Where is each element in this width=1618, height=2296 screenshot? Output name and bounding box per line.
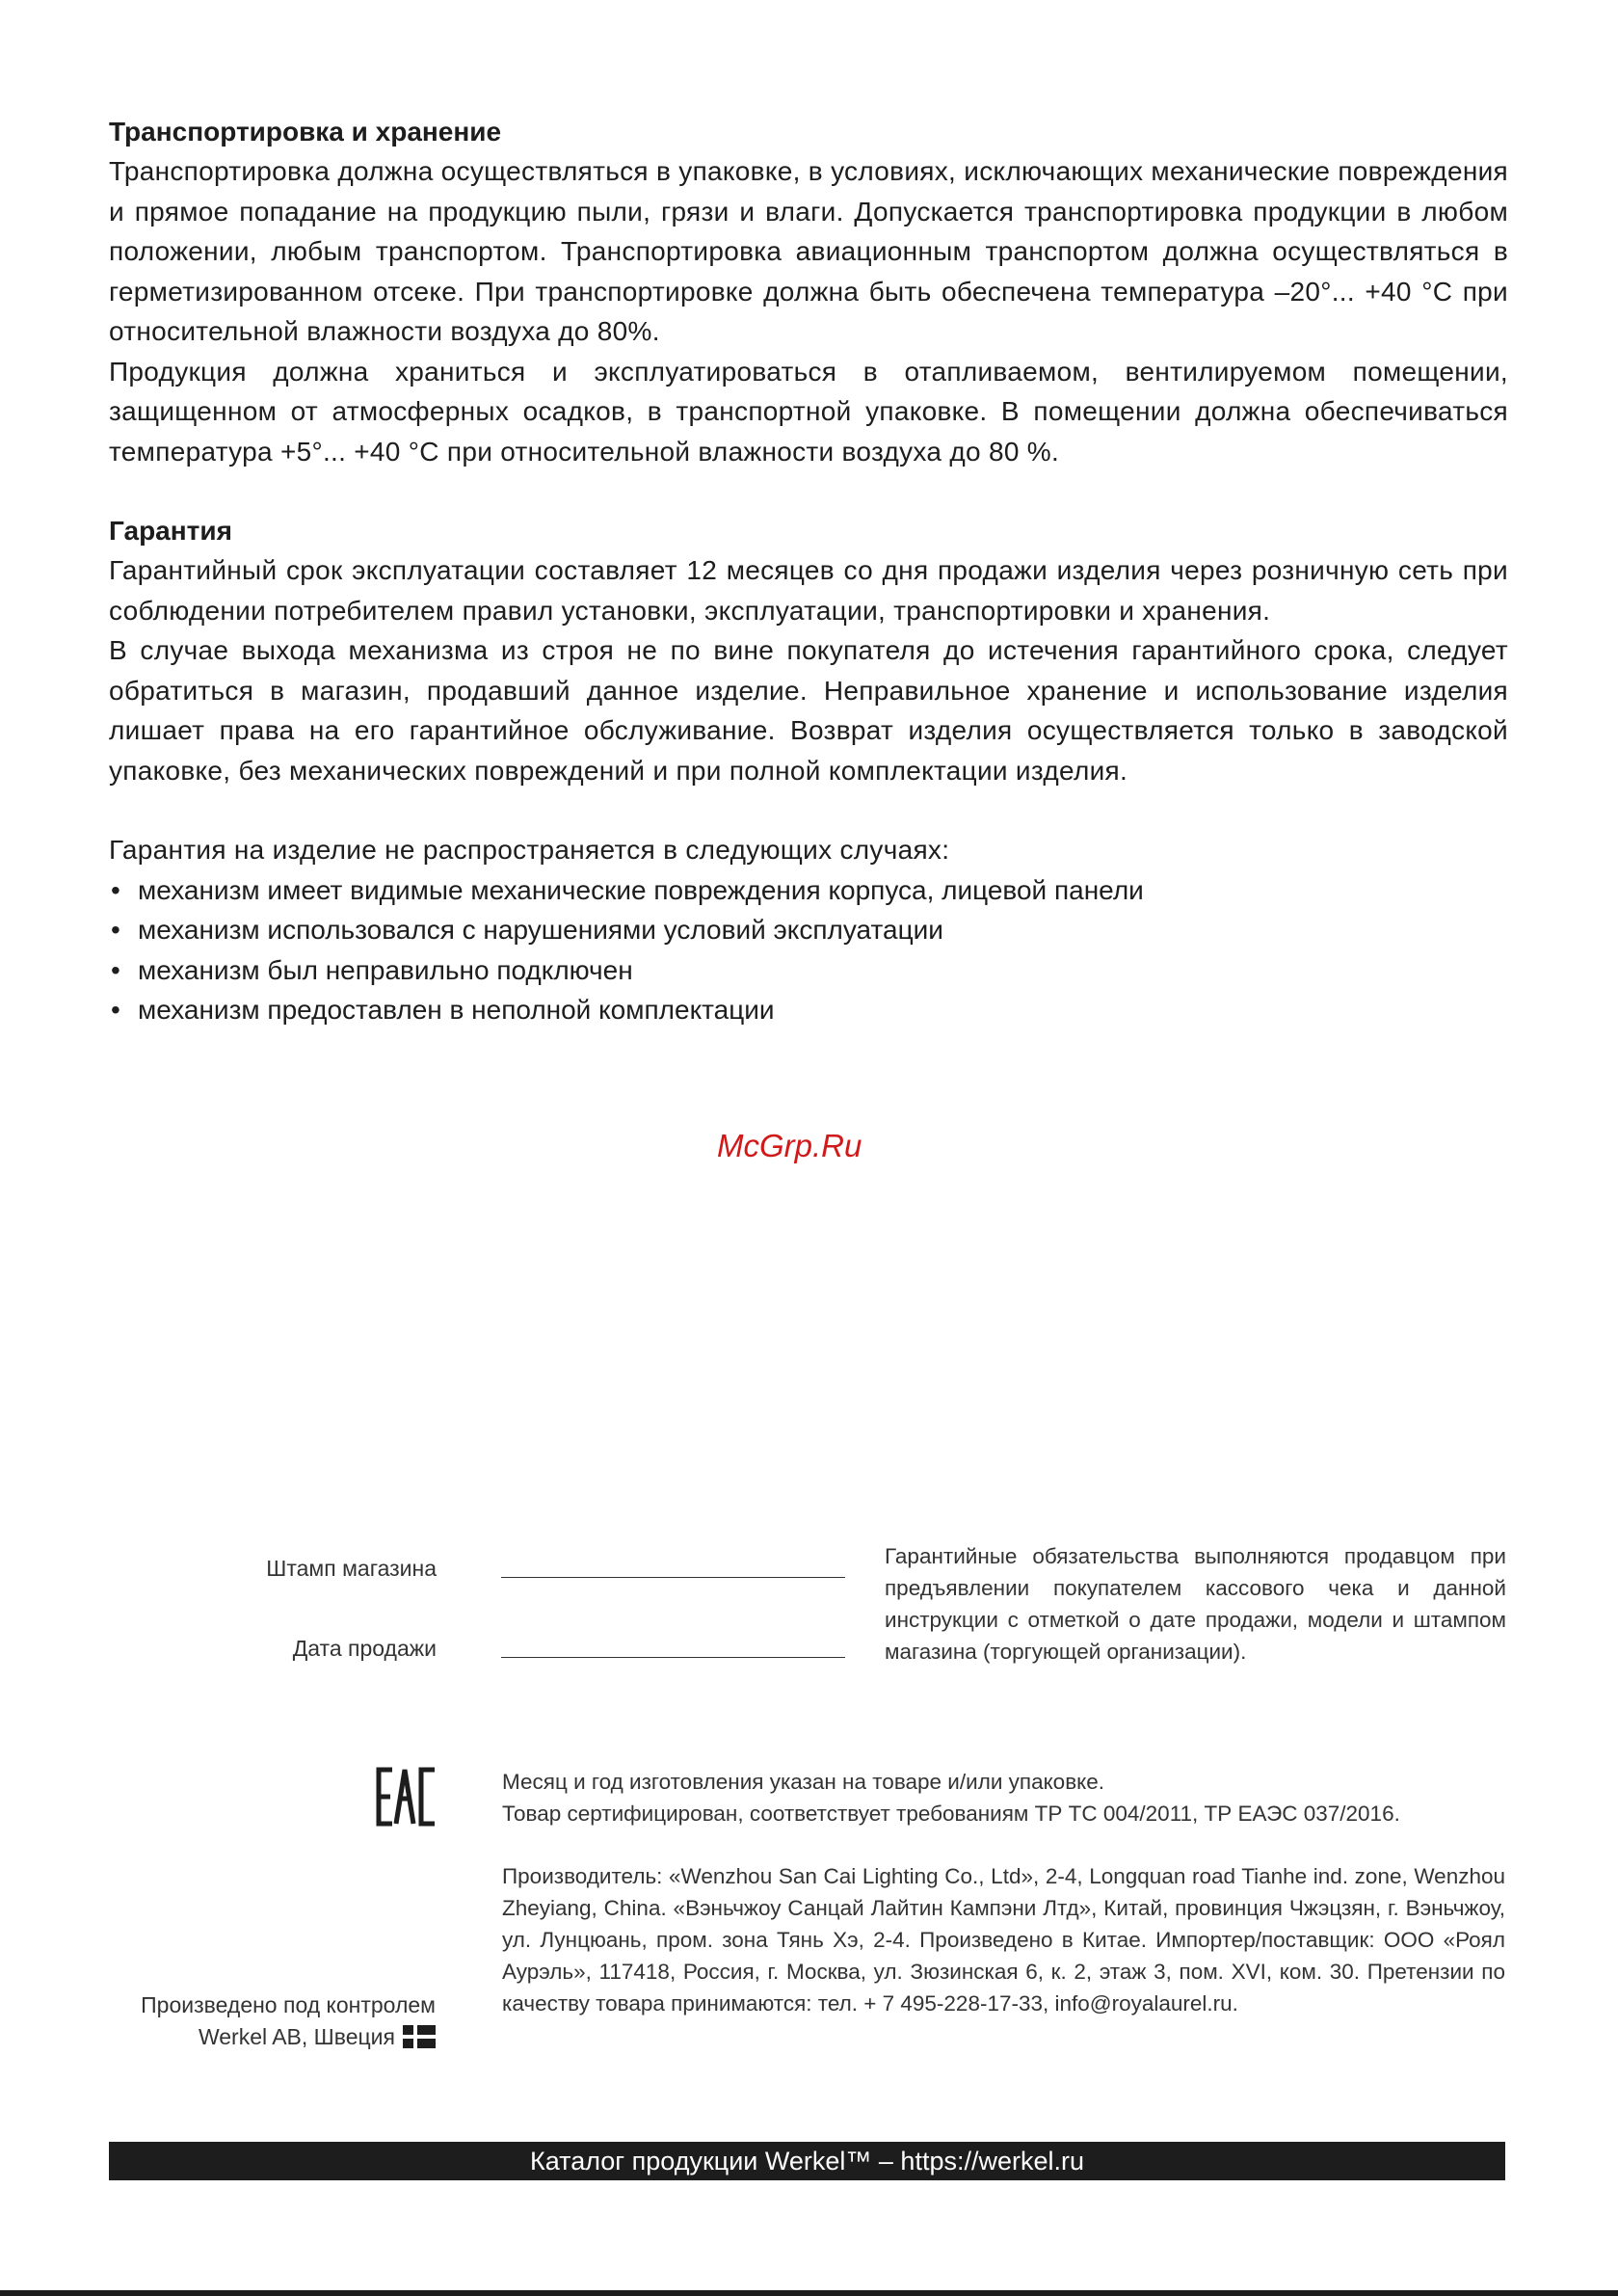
warranty-heading: Гарантия	[109, 516, 232, 546]
quality-control-note	[58, 1989, 436, 2053]
eac-mark-icon	[376, 1766, 438, 1828]
stamp-label: Штамп магазина	[266, 1556, 437, 1581]
stamp-line	[501, 1577, 845, 1578]
warranty-paragraph-2: В случае выхода механизма из строя не по вине покупателя до истечения гарантийного срока, следует обратиться в магазин, продавший данное изделие. Неправильное хранение и использование изделия лишает права на его гарантийное обслуживание. Возврат изделия осуществляется только в заводской упаковке, без механических повреждений и при полной комплектации изделия.	[109, 635, 1508, 786]
watermark: McGrp.Ru	[717, 1128, 862, 1163]
spacer	[109, 471, 1508, 511]
list-item: • механизм предоставлен в неполной комплектации	[109, 990, 1508, 1030]
sweden-flag-icon	[403, 2025, 436, 2048]
list-item: • механизм использовался с нарушениями условий эксплуатации	[109, 910, 1508, 950]
footer-bar: Каталог продукции Werkel™ – https://werkel.ru	[109, 2142, 1505, 2180]
manufacture-date-note: Месяц и год изготовления указан на товаре и/или упаковке.	[502, 1770, 1105, 1794]
guarantee-note: Гарантийные обязательства выполняются продавцом при предъявлении покупателем кассового чека и данной инструкции с отметкой о дате продажи, модели и штампом магазина (торгующей организации).	[885, 1544, 1506, 1664]
control-line-2	[58, 2021, 436, 2053]
page-bottom-border	[0, 2290, 1618, 2296]
transport-heading: Транспортировка и хранение	[109, 117, 502, 147]
warranty-paragraph-1: Гарантийный срок эксплуатации составляет 12 месяцев со дня продажи изделия через розничную сеть при соблюдении потребителем правил установки, эксплуатации, транспортировки и хранения.	[109, 555, 1508, 626]
main-content	[109, 112, 1508, 1030]
spacer	[109, 790, 1508, 830]
exclusions-intro: Гарантия на изделие не распространяется в следующих случаях:	[109, 835, 950, 865]
producer-info: Производитель: «Wenzhou San Cai Lighting Co., Ltd», 2-4, Longquan road Tianhe ind. zone, Wenzhou Zheyiang, China. «Вэньчжоу Санцай Лайтин Кампэни Лтд», Китай, провинция Чжэцзян, г. Вэньчжоу, ул. Лунцюань, пром. зона Тянь Хэ, 2-4. Произведено в Китае. Импортер/поставщик: ООО «Роял Аурэль», 117418, Россия, г. Москва, ул. Зюзинская 6, к. 2, этаж 3, пом. XVI, ком. 30. Претензии по качеству товара принимаются: тел. + 7 495-228-17-33, info@royalaurel.ru.	[502, 1864, 1505, 2016]
list-item: • механизм имеет видимые механические повреждения корпуса, лицевой панели	[109, 870, 1508, 911]
list-item: • механизм был неправильно подключен	[109, 950, 1508, 991]
certification-note: Товар сертифицирован, соответствует требованиям ТР ТС 004/2011, ТР ЕАЭС 037/2016.	[502, 1802, 1400, 1826]
sale-date-label: Дата продажи	[292, 1636, 437, 1661]
exclusions-list	[109, 870, 1508, 1030]
transport-paragraph-1: Транспортировка должна осуществляться в упаковке, в условиях, исключающих механические повреждения и прямое попадание на продукцию пыли, грязи и влаги. Допускается транспортировка продукции в любом положении, любым транспортом. Транспортировка авиационным транспортом должна осуществляться в герметизированном отсеке. При транспортировке должна быть обеспечена температура –20°... +40 °С при относительной влажности воздуха до 80%.	[109, 156, 1508, 346]
control-company: Werkel AB, Швеция	[198, 2024, 395, 2049]
control-line-1: Произведено под контролем	[141, 1992, 436, 2017]
sale-date-line	[501, 1657, 845, 1658]
manufacture-info	[502, 1766, 1509, 1829]
transport-paragraph-2: Продукция должна храниться и эксплуатироваться в отапливаемом, вентилируемом помещении, защищенном от атмосферных осадков, в транспортной упаковке. В помещении должна обеспечиваться температура +5°... +40 °С при относительной влажности воздуха до 80 %.	[109, 356, 1508, 467]
